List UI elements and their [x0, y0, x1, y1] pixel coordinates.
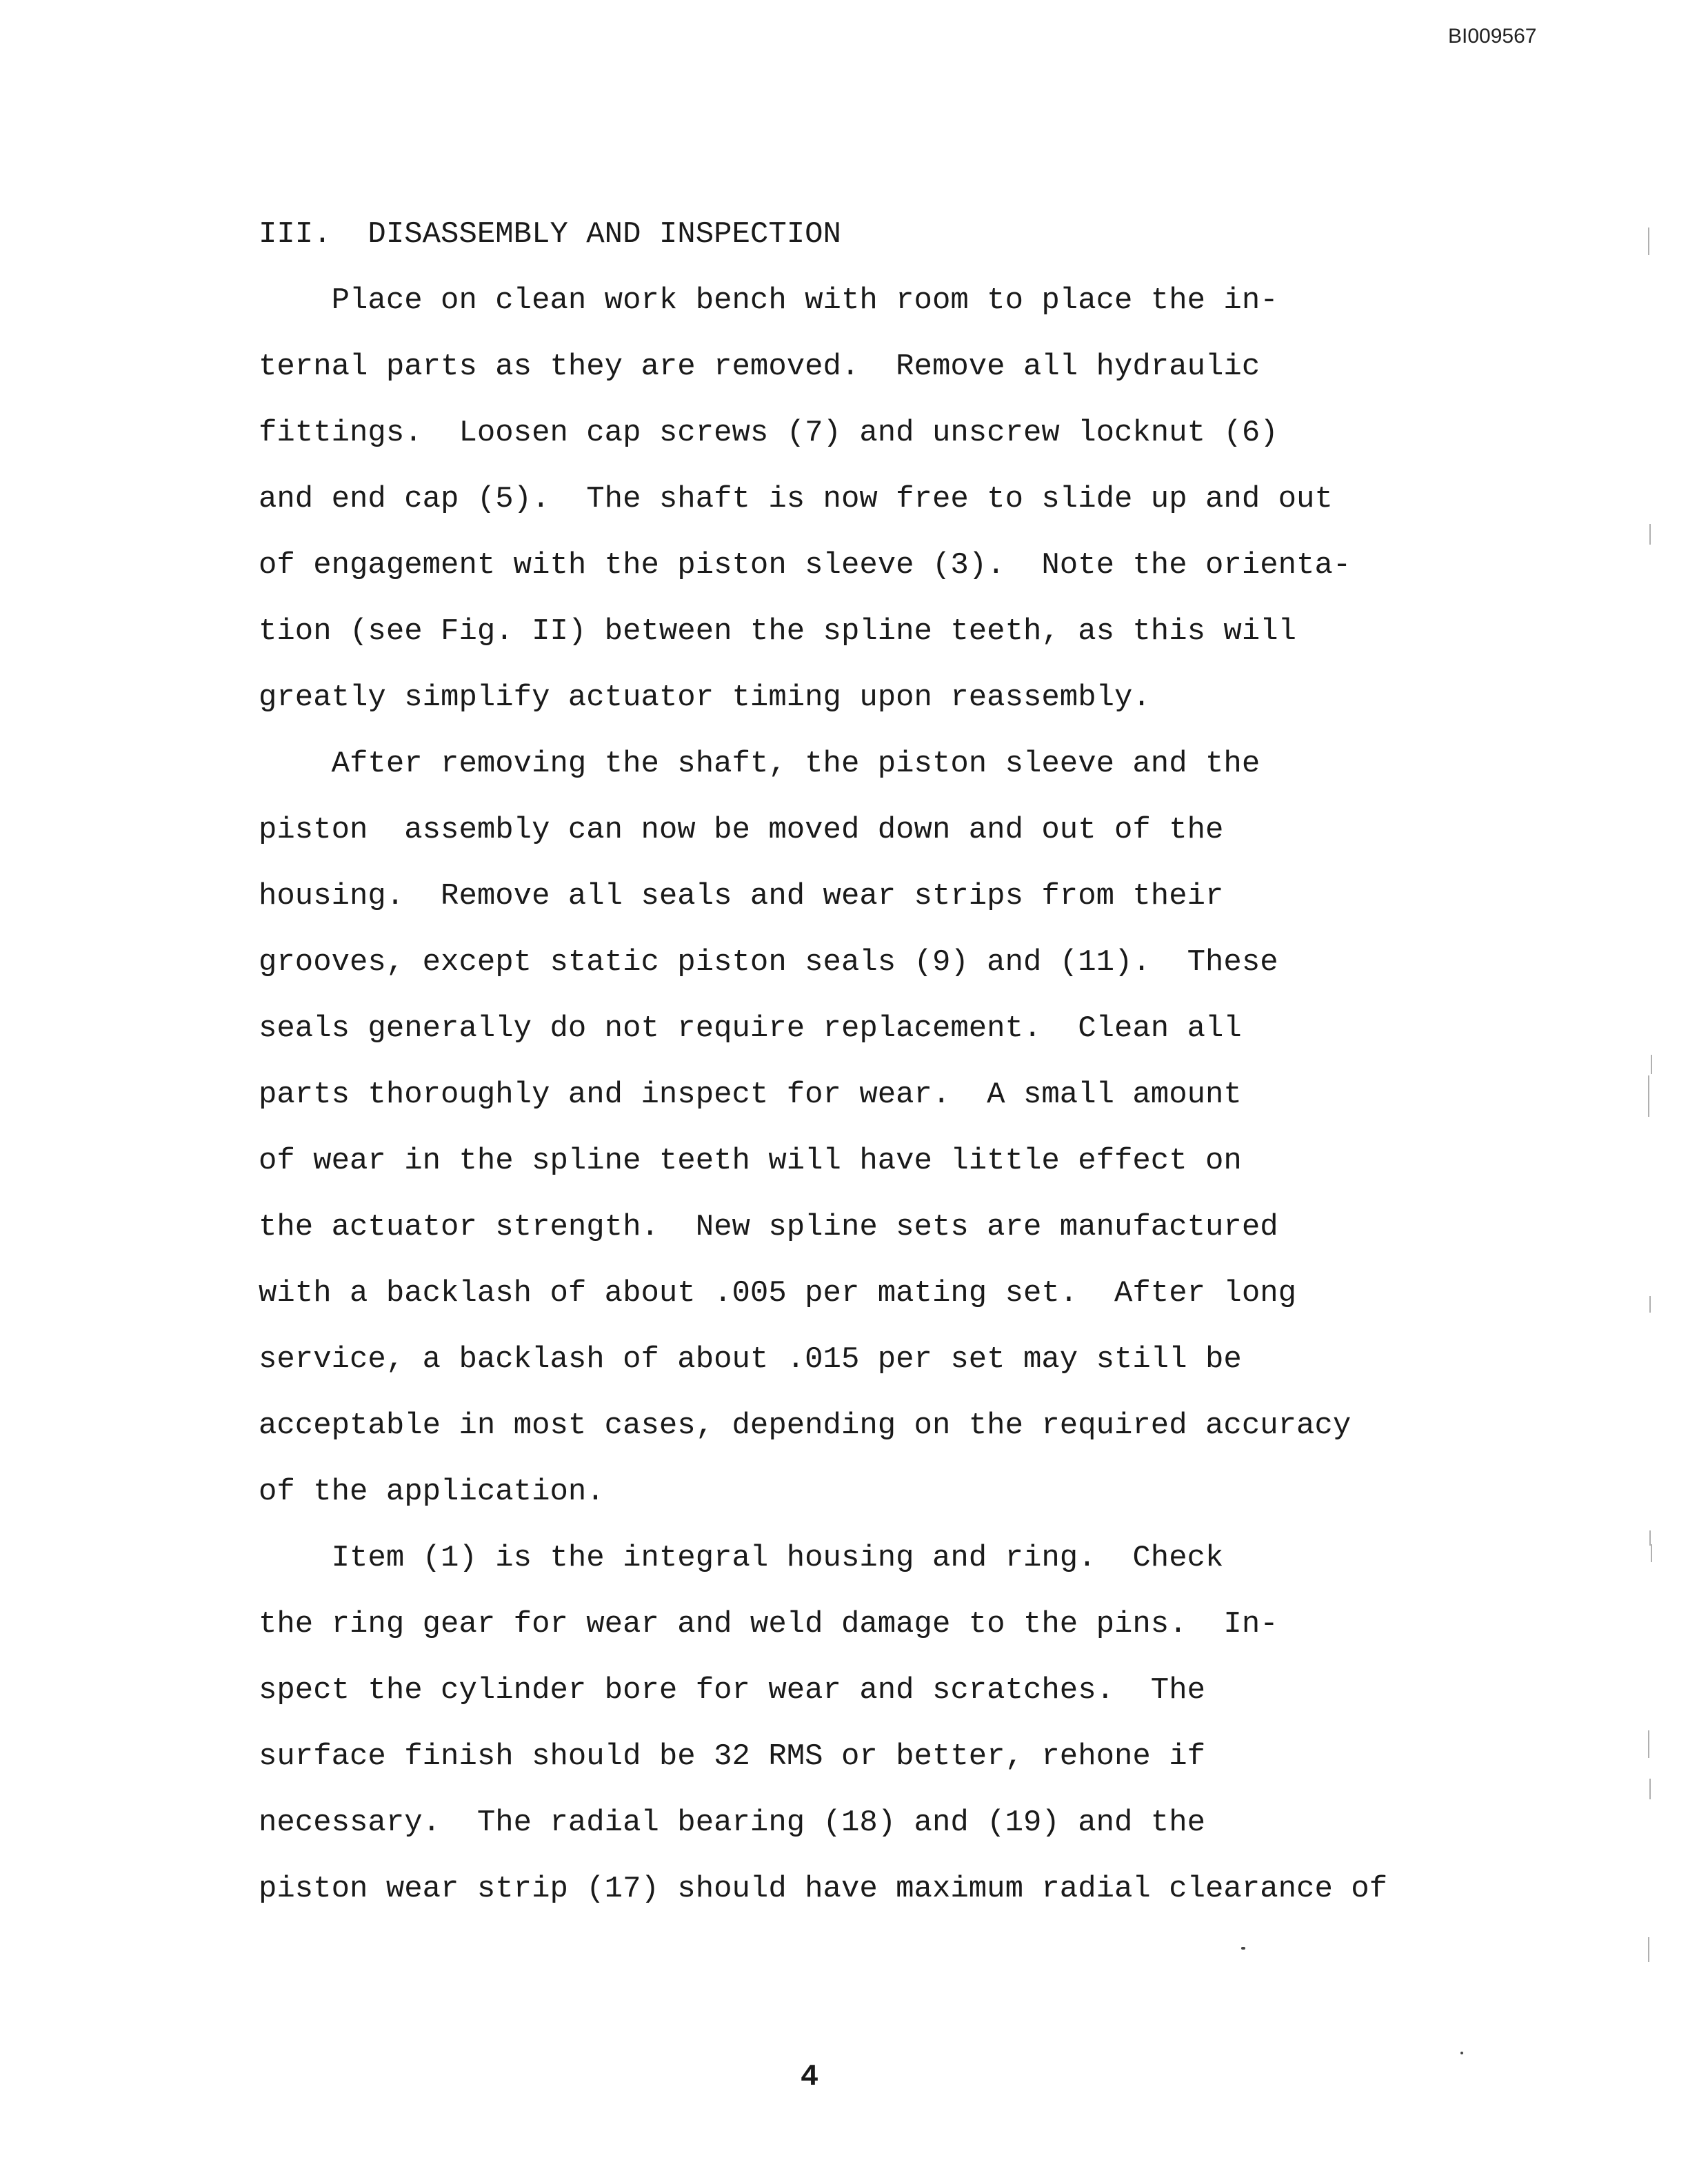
text-line: parts thoroughly and inspect for wear. A small amount — [259, 1078, 1242, 1112]
text-line: of engagement with the piston sleeve (3). Note the orienta- — [259, 548, 1352, 583]
scan-mark — [1648, 228, 1649, 255]
text-line: ternal parts as they are removed. Remove all hydraulic — [259, 350, 1260, 384]
scan-mark — [1648, 1730, 1649, 1758]
scan-mark — [1649, 1530, 1651, 1546]
page-number: 4 — [800, 2060, 819, 2094]
text-line: After removing the shaft, the piston sleeve and the — [259, 747, 1260, 781]
scan-mark — [1651, 1544, 1652, 1562]
text-line: housing. Remove all seals and wear strips from their — [259, 879, 1224, 913]
document-id: BI009567 — [1448, 25, 1537, 48]
text-line: tion (see Fig. II) between the spline teeth, as this will — [259, 614, 1297, 649]
text-line: with a backlash of about .005 per mating set. After long — [259, 1276, 1297, 1311]
scan-mark — [1648, 1937, 1649, 1962]
text-line: service, a backlash of about .015 per set may still be — [259, 1342, 1242, 1377]
scan-mark — [1648, 1075, 1649, 1117]
text-line: surface finish should be 32 RMS or better, rehone if — [259, 1739, 1206, 1774]
text-line: Item (1) is the integral housing and ring. Check — [259, 1541, 1224, 1575]
scan-speck — [1460, 2052, 1463, 2054]
scan-mark — [1651, 1055, 1652, 1074]
text-line: of the application. — [259, 1475, 605, 1509]
text-line: fittings. Loosen cap screws (7) and unscrew locknut (6) — [259, 416, 1278, 450]
text-line: the actuator strength. New spline sets are manufactured — [259, 1210, 1278, 1244]
section-heading: III. DISASSEMBLY AND INSPECTION — [259, 217, 841, 252]
scan-mark — [1649, 1779, 1651, 1799]
text-line: seals generally do not require replacement. Clean all — [259, 1011, 1242, 1046]
text-line: and end cap (5). The shaft is now free to slide up and out — [259, 482, 1333, 516]
scan-mark — [1649, 524, 1651, 545]
text-line: piston assembly can now be moved down and out of the — [259, 813, 1224, 847]
page-body — [259, 201, 1569, 1922]
text-line: the ring gear for wear and weld damage to the pins. In- — [259, 1607, 1278, 1641]
text-line: grooves, except static piston seals (9) and (11). These — [259, 945, 1278, 980]
text-line: piston wear strip (17) should have maximum radial clearance of — [259, 1872, 1388, 1906]
scan-edge-marks — [1641, 207, 1669, 2068]
text-line: of wear in the spline teeth will have little effect on — [259, 1144, 1242, 1178]
text-line: necessary. The radial bearing (18) and (19) and the — [259, 1806, 1206, 1840]
scan-speck — [1241, 1947, 1245, 1950]
text-line: Place on clean work bench with room to place the in- — [259, 283, 1278, 318]
text-line: greatly simplify actuator timing upon reassembly. — [259, 680, 1151, 715]
text-line: spect the cylinder bore for wear and scratches. The — [259, 1673, 1206, 1708]
scan-mark — [1649, 1296, 1651, 1313]
text-line: acceptable in most cases, depending on the required accuracy — [259, 1408, 1352, 1443]
